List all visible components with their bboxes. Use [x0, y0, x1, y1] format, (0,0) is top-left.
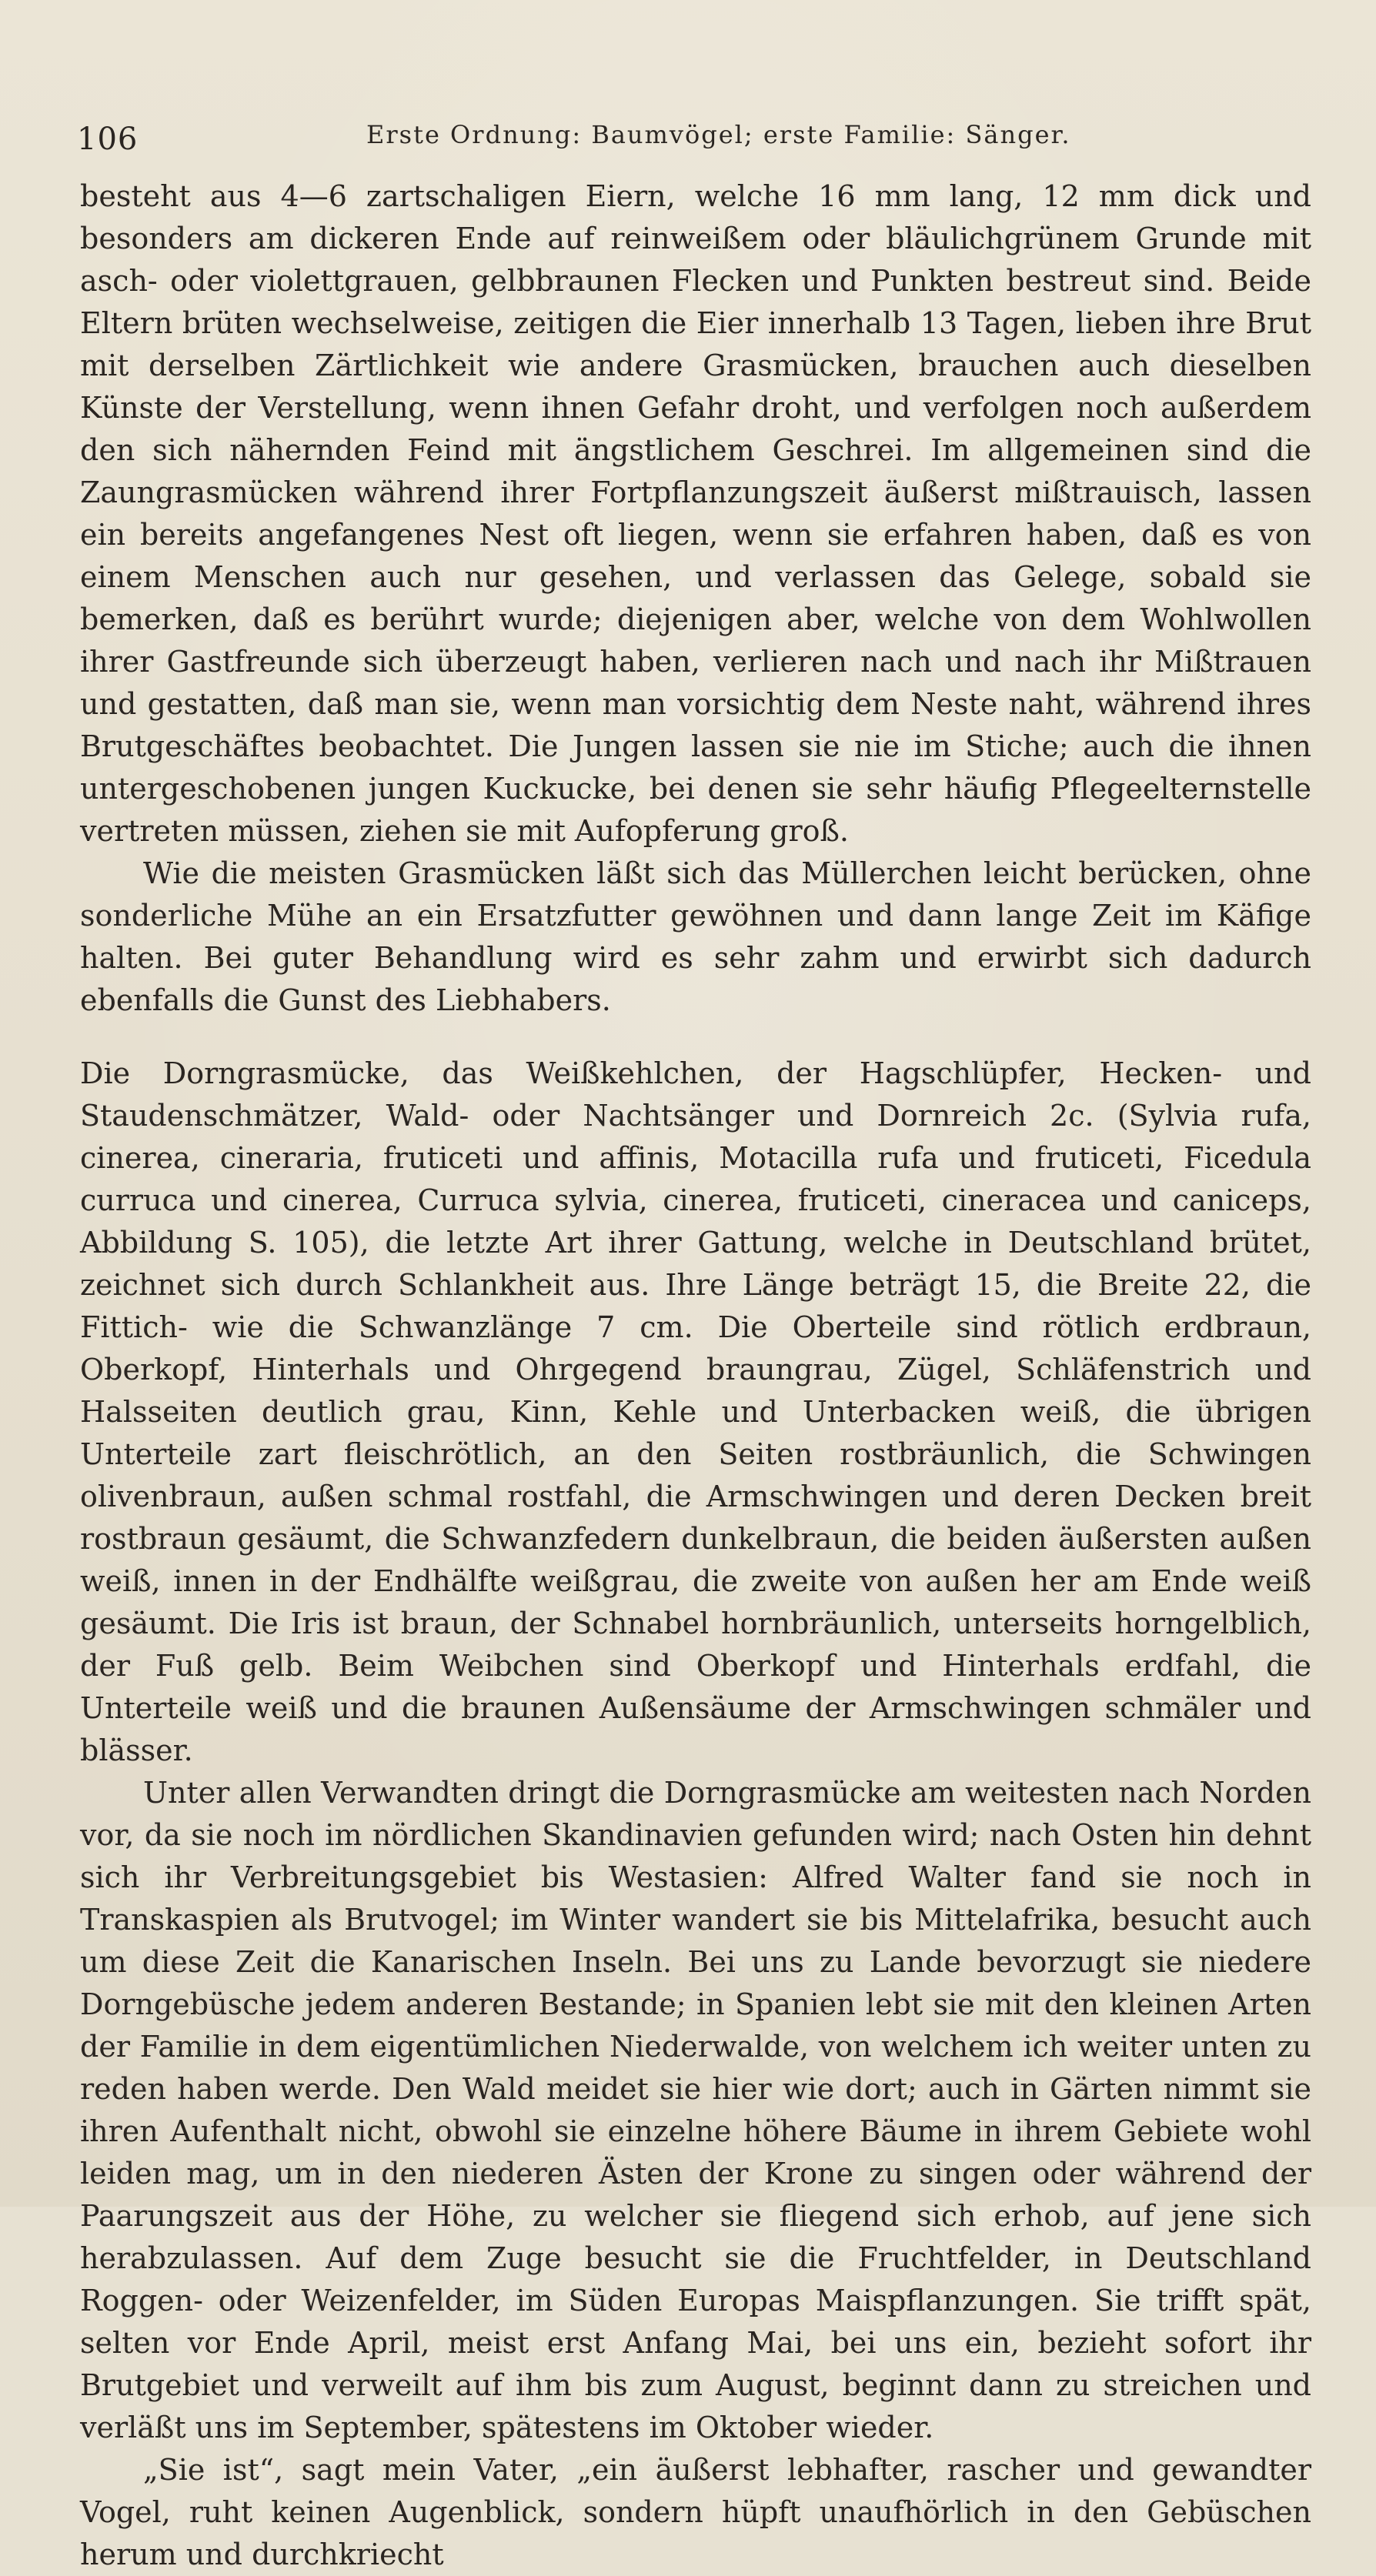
paragraph-continuation: besteht aus 4—6 zartschaligen Eiern, welche 16 mm lang, 12 mm dick und besonders am dickeren Ende auf reinweißem oder bläulichgrünem Grunde mit asch- oder violettgrauen, gelbbraunen Flecken und Punkten bestreut sind. Beide Eltern brüten wechselweise, zeitigen die Eier innerhalb 13 Tagen, lieben ihre Brut mit derselben Zärtlichkeit wie andere Grasmücken, brauchen auch dieselben Künste der Verstellung, wenn ihnen Gefahr droht, und verfolgen noch außerdem den sich nähernden Feind mit ängstlichem Geschrei. Im allgemeinen sind die Zaungrasmücken während ihrer Fortpflanzungszeit äußerst mißtrauisch, lassen ein bereits angefangenes Nest oft liegen, wenn sie erfahren haben, daß es von einem Menschen auch nur gesehen, und verlassen das Gelege, sobald sie bemerken, daß es berührt wurde; diejenigen aber, welche von dem Wohlwollen ihrer Gastfreunde sich überzeugt haben, verlieren nach und nach ihr Mißtrauen und gestatten, daß man sie, wenn man vorsichtig dem Neste naht, während ihres Brutgeschäftes beobachtet. Die Jungen lassen sie nie im Stiche; auch die ihnen untergeschobenen jungen Kuckucke, bei denen sie sehr häufig Pflegeelternstelle vertreten müssen, ziehen sie mit Aufopferung groß. — [80, 179, 1311, 848]
paragraph-quote: „Sie ist“, sagt mein Vater, „ein äußerst lebhafter, rascher und gewandter Vogel, ruht keinen Augenblick, sondern hüpft unaufhörlich in den Gebüschen herum und durchkriecht — [80, 2453, 1311, 2571]
paragraph-muellerchen: Wie die meisten Grasmücken läßt sich das Müllerchen leicht berücken, ohne sonderliche Mühe an ein Ersatzfutter gewöhnen und dann lange Zeit im Käfige halten. Bei guter Behandlung wird es sehr zahm und erwirbt sich dadurch ebenfalls die Gunst des Liebhabers. — [80, 856, 1311, 1017]
paragraph-dorngrasmuecke-intro: Die Dorngrasmücke, das Weißkehlchen, der Hagschlüpfer, Hecken- und Staudenschmätzer, Wald- oder Nachtsänger und Dornreich 2c. (Sylvia rufa, cinerea, cineraria, fruticeti und affinis, Motacilla rufa und fruticeti, Ficedula curruca und cinerea, Curruca sylvia, cinerea, fruticeti, cineracea und caniceps, Abbildung S. 105), die letzte Art ihrer Gattung, welche in Deutschland brütet, zeichnet sich durch Schlankheit aus. Ihre Länge beträgt 15, die Breite 22, die Fittich- wie die Schwanzlänge 7 cm. Die Oberteile sind rötlich erdbraun, Oberkopf, Hinterhals und Ohrgegend braungrau, Zügel, Schläfenstrich und Halsseiten deutlich grau, Kinn, Kehle und Unterbacken weiß, die übrigen Unterteile zart fleischrötlich, an den Seiten rostbräunlich, die Schwingen olivenbraun, außen schmal rostfahl, die Armschwingen und deren Decken breit rostbraun gesäumt, die Schwanzfedern dunkelbraun, die beiden äußersten außen weiß, innen in der Endhälfte weißgrau, die zweite von außen her am Ende weiß gesäumt. Die Iris ist braun, der Schnabel hornbräunlich, unterseits horngelblich, der Fuß gelb. Beim Weibchen sind Oberkopf und Hinterhals erdfahl, die Unterteile weiß und die braunen Außensäume der Armschwingen schmäler und blässer. — [80, 1056, 1311, 1767]
page-number: 106 — [77, 122, 139, 157]
paragraph-distribution: Unter allen Verwandten dringt die Dorngrasmücke am weitesten nach Norden vor, da sie noch im nördlichen Skandinavien gefunden wird; nach Osten hin dehnt sich ihr Verbreitungsgebiet bis Westasien: Alfred Walter fand sie noch in Transkaspien als Brutvogel; im Winter wandert sie bis Mittelafrika, besucht auch um diese Zeit die Kanarischen Inseln. Bei uns zu Lande bevorzugt sie niedere Dorngebüsche jedem anderen Bestande; in Spanien lebt sie mit den kleinen Arten der Familie in dem eigentümlichen Niederwalde, von welchem ich weiter unten zu reden haben werde. Den Wald meidet sie hier wie dort; auch in Gärten nimmt sie ihren Aufenthalt nicht, obwohl sie einzelne höhere Bäume in ihrem Gebiete wohl leiden mag, um in den niederen Ästen der Krone zu singen oder während der Paarungszeit aus der Höhe, zu welcher sie fliegend sich erhob, auf jene sich herabzulassen. Auf dem Zuge besucht sie die Fruchtfelder, in Deutschland Roggen- oder Weizenfelder, im Süden Europas Maispflanzungen. Sie trifft spät, selten vor Ende April, meist erst Anfang Mai, bei uns ein, bezieht sofort ihr Brutgebiet und verweilt auf ihm bis zum August, beginnt dann zu streichen und verläßt uns im September, spätestens im Oktober wieder. — [80, 1776, 1311, 2444]
running-title: Erste Ordnung: Baumvögel; erste Familie: Sänger. — [366, 120, 1071, 149]
page-header — [77, 115, 1308, 162]
body-text — [80, 175, 1311, 2576]
